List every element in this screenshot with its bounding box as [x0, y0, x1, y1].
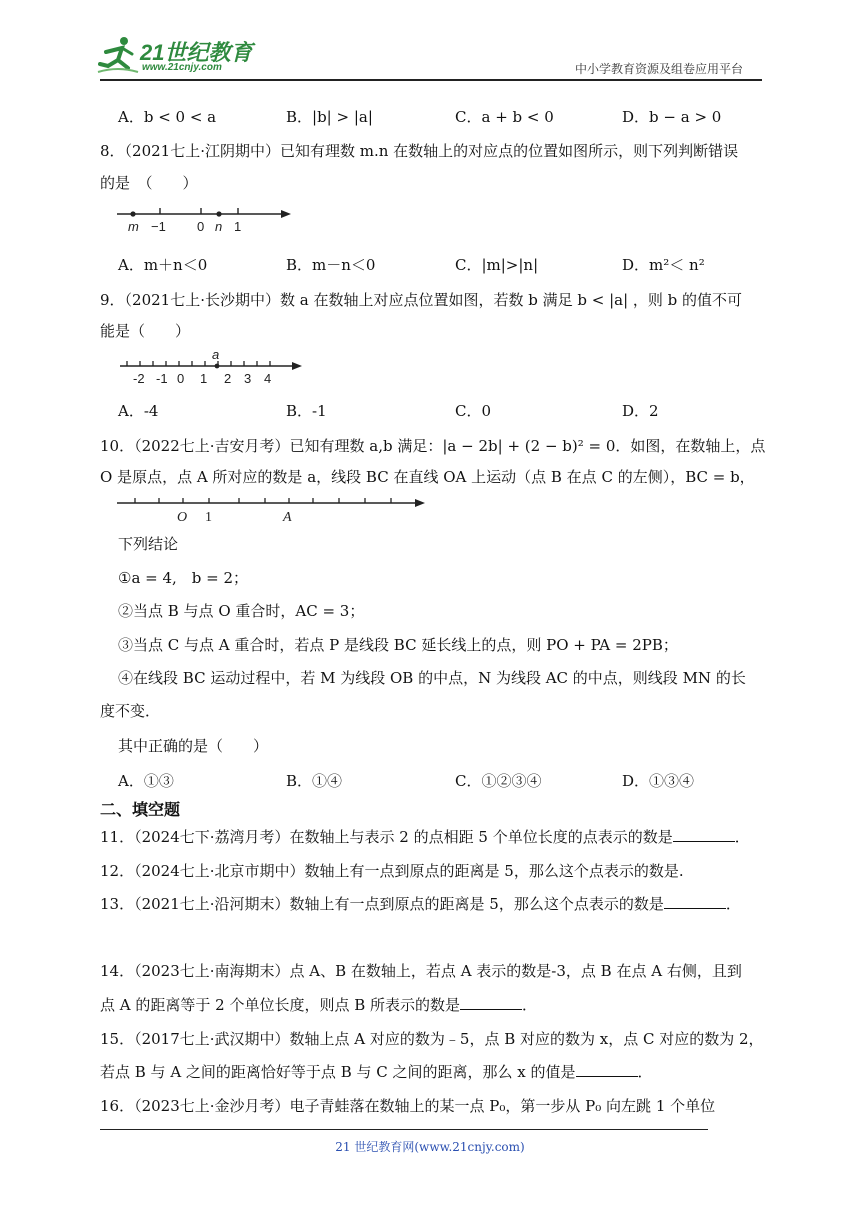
q10-option-d: D．①③④ [622, 772, 695, 790]
q9-number-line [118, 346, 308, 388]
q8-line1: 8．（2021七上·江阴期中）已知有理数 m.n 在数轴上的对应点的位置如图所示，则下列判断错误 [100, 142, 739, 160]
q13-blank[interactable] [664, 894, 726, 909]
footer-link[interactable]: 21 世纪教育网(www.21cnjy.com) [335, 1140, 525, 1154]
q8-line2: 的是 （ ） [100, 174, 198, 192]
q8-option-c: C．|m|>|n| [455, 256, 539, 274]
q10-axis-a: A [283, 510, 292, 525]
q9-axis-0: 0 [177, 371, 185, 386]
q8-axis-0: 0 [197, 219, 205, 234]
section-fill-blank-heading: 二、填空题 [100, 802, 181, 819]
runner-logo-icon [96, 34, 140, 78]
q9-axis-neg2: -2 [133, 371, 145, 386]
q9-option-a: A．-4 [118, 402, 159, 420]
q10-conclusion-4a: ④在线段 BC 运动过程中，若 M 为线段 OB 的中点，N 为线段 AC 的中点，则线段 MN 的长 [118, 669, 746, 687]
q7-option-b: B．|b| > |a| [286, 108, 373, 126]
q10-number-line [115, 492, 435, 526]
q10-conclusion-3: ③当点 C 与点 A 重合时，若点 P 是线段 BC 延长线上的点，则 PO + PA = 2PB； [118, 636, 678, 654]
q9-axis-3: 3 [244, 371, 252, 386]
q8-axis-1: 1 [234, 219, 242, 234]
logo-text: 21世纪教育 [140, 40, 253, 65]
q8-option-b: B．m－n＜0 [286, 256, 376, 274]
q15-blank[interactable] [576, 1062, 638, 1077]
q10-conclusion-1: ①a = 4, b = 2； [118, 569, 249, 587]
q15-text: 若点 B 与 A 之间的距离恰好等于点 B 与 C 之间的距离，那么 x 的值是 [100, 1063, 576, 1081]
q10-line3: 下列结论 [118, 535, 179, 553]
q13-text: 13．（2021七上·沿河期末）数轴上有一点到原点的距离是 5，那么这个点表示的数是 [100, 895, 664, 913]
q10-option-c: C．①②③④ [455, 772, 542, 790]
q9-line1: 9．（2021七上·长沙期中）数 a 在数轴上对应点位置如图，若数 b 满足 b < |a| ，则 b 的值不可 [100, 291, 743, 309]
q7-option-a: A．b < 0 < a [118, 108, 217, 126]
q14-line2: 点 A 的距离等于 2 个单位长度，则点 B 所表示的数是 ． [100, 996, 538, 1014]
q8-axis-n: n [215, 219, 223, 234]
q8-option-a: A．m＋n＜0 [118, 256, 208, 274]
q9-point-a-label: a [212, 347, 220, 362]
q10-option-b: B．①④ [286, 772, 343, 790]
q9-line2: 能是（ ） [100, 322, 191, 340]
q15-line1: 15．（2017七上·武汉期中）数轴上点 A 对应的数为﹣5，点 B 对应的数为 x，点 C 对应的数为 2， [100, 1030, 764, 1048]
q10-axis-1: 1 [205, 510, 212, 525]
q9-axis-1: 1 [200, 371, 208, 386]
q14-blank[interactable] [460, 995, 522, 1010]
q13: 13．（2021七上·沿河期末）数轴上有一点到原点的距离是 5，那么这个点表示的数是 ． [100, 895, 741, 913]
q11: 11．（2024七下·荔湾月考）在数轴上与表示 2 的点相距 5 个单位长度的点表示的数是 ． [100, 828, 750, 846]
q10-line2: O 是原点，点 A 所对应的数是 a，线段 BC 在直线 OA 上运动（点 B 在点 C 的左侧），BC = b， [100, 468, 755, 486]
footer-rule [100, 1129, 708, 1130]
q16-line1: 16．（2023七上·金沙月考）电子青蛙落在数轴上的某一点 P₀，第一步从 P₀ 向左跳 1 个单位 [100, 1097, 716, 1115]
q7-option-d: D．b − a > 0 [622, 108, 722, 126]
q9-option-d: D．2 [622, 402, 659, 420]
q11-text: 11．（2024七下·荔湾月考）在数轴上与表示 2 的点相距 5 个单位长度的点表示的数是 [100, 828, 673, 846]
q11-blank[interactable] [673, 827, 735, 842]
q9-option-c: C．0 [455, 402, 492, 420]
q9-axis-4: 4 [264, 371, 272, 386]
q8-axis-m: m [128, 219, 139, 234]
q8-option-d: D．m²＜ n² [622, 256, 705, 274]
q10-conclusion-2: ②当点 B 与点 O 重合时，AC = 3； [118, 602, 365, 620]
q14-line1: 14．（2023七上·南海期末）点 A、B 在数轴上，若点 A 表示的数是-3，点 B 在点 A 右侧，且到 [100, 962, 742, 980]
q9-axis-neg1: -1 [156, 371, 168, 386]
q14-text: 点 A 的距离等于 2 个单位长度，则点 B 所表示的数是 [100, 996, 461, 1014]
q10-axis-o: O [177, 510, 188, 525]
q8-axis-neg1: −1 [151, 219, 166, 234]
q10-line1: 10．（2022七上·吉安月考）已知有理数 a,b 满足：|a − 2b| + (2 − b)² = 0．如图，在数轴上，点 [100, 437, 766, 455]
header-right-text: 中小学教育资源及组卷应用平台 [575, 62, 744, 76]
q7-option-c: C．a + b < 0 [455, 108, 554, 126]
q10-conclusion-4b: 度不变． [100, 702, 161, 720]
header-logo [96, 34, 266, 78]
q8-number-line [115, 200, 295, 234]
q15-line2: 若点 B 与 A 之间的距离恰好等于点 B 与 C 之间的距离，那么 x 的值是 ． [100, 1063, 653, 1081]
q10-option-a: A．①③ [118, 772, 174, 790]
header-rule [100, 79, 762, 81]
q9-axis-2: 2 [224, 371, 232, 386]
q9-option-b: B．-1 [286, 402, 327, 420]
q12: 12．（2024七上·北京市期中）数轴上有一点到原点的距离是 5，那么这个点表示的数是. [100, 862, 684, 880]
q10-ask: 其中正确的是（ ） [118, 737, 269, 755]
logo-url: www.21cnjy.com [142, 62, 222, 73]
